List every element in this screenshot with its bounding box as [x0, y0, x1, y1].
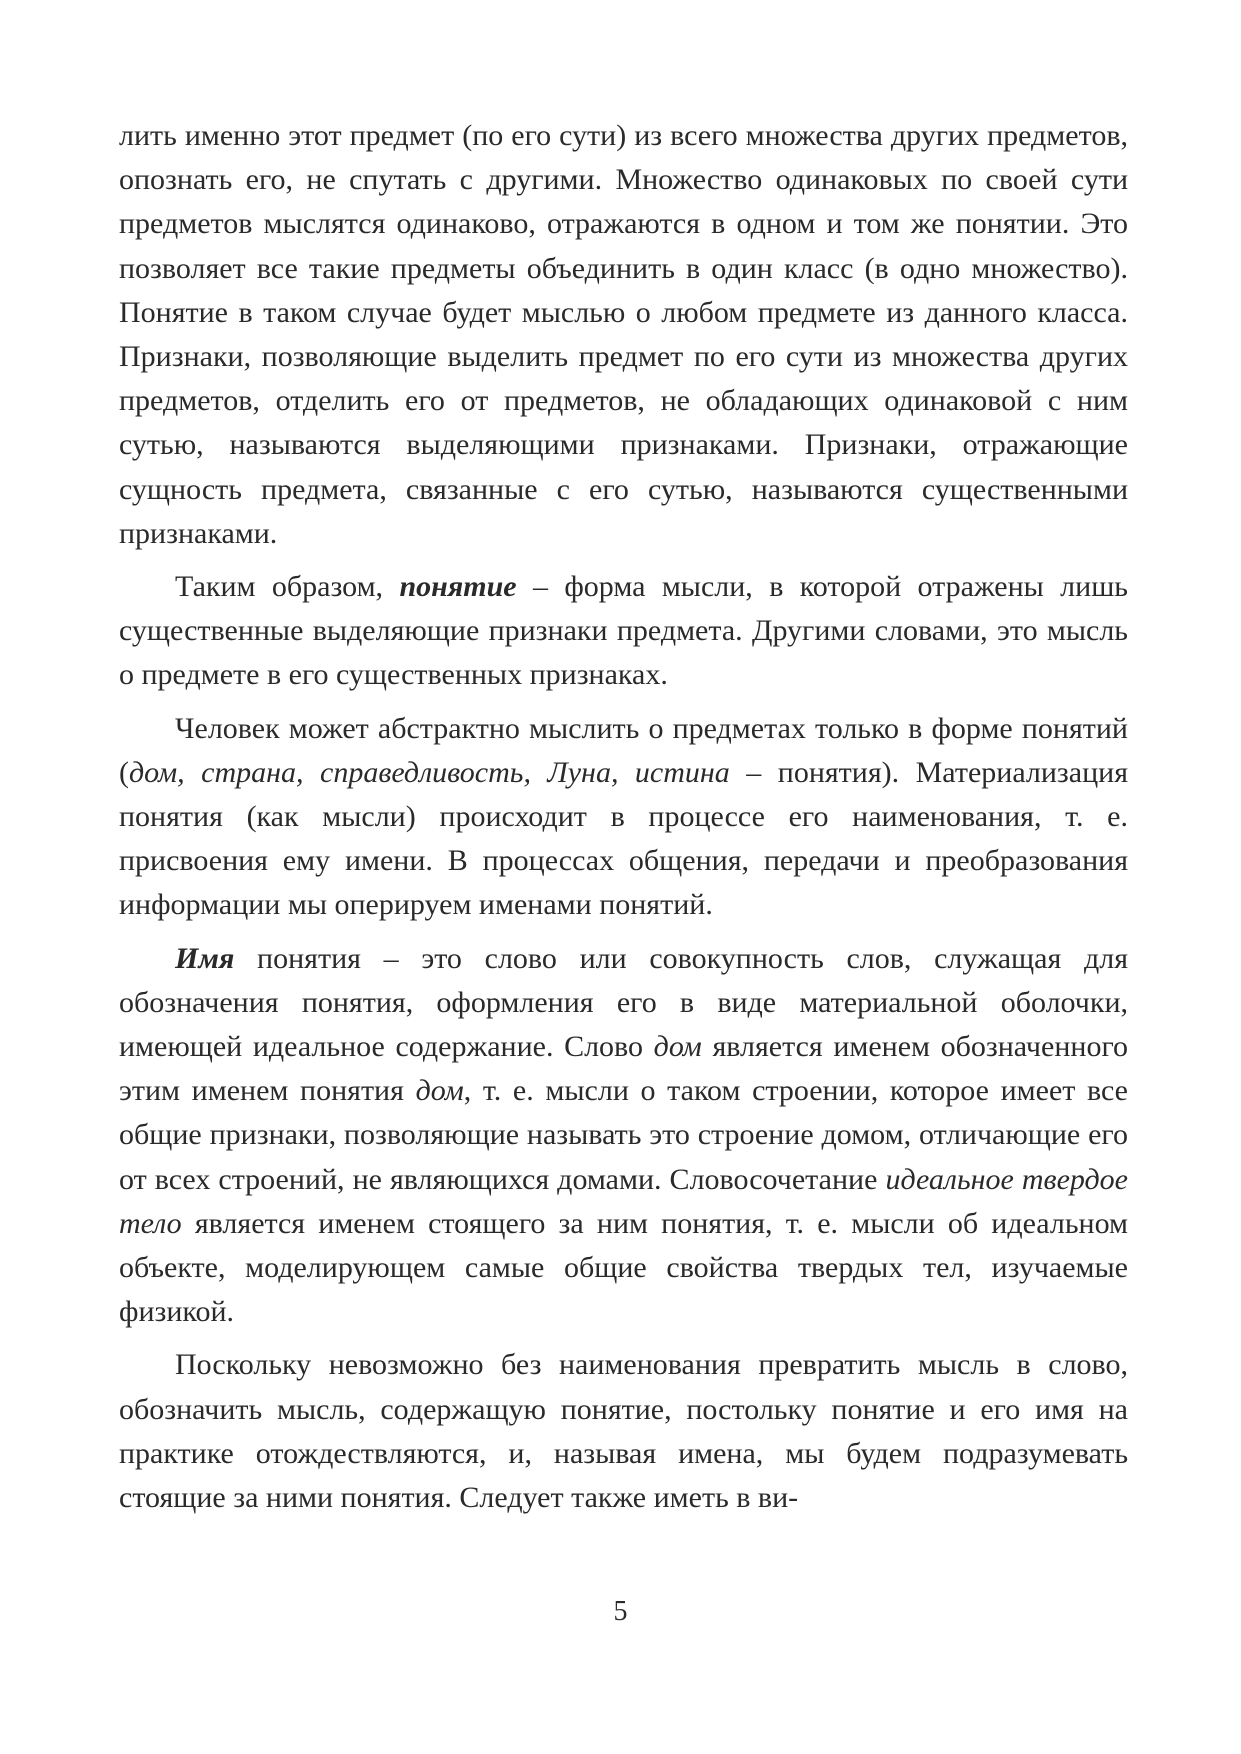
- example-dom-1: дом: [653, 1030, 702, 1064]
- page-body: [119, 114, 1128, 1529]
- paragraph-3-lead: Человек может абстрактно мыслить о предметах только в форме понятий (: [119, 711, 1128, 789]
- example-dom-2: дом: [415, 1074, 464, 1108]
- paragraph-2-lead: Таким образом,: [175, 570, 400, 604]
- paragraph-4-seg1: понятия – это слово или совокупность слов, служащая для обозначения понятия, оформления его в виде материальной оболочки, имеющей идеальное содержание. Слово: [119, 941, 1128, 1064]
- paragraph-3-rest: – понятия). Материализация понятия (как мысли) происходит в процессе его наименования, т. е. присвоения ему имени. В процессах общения, передачи и преобразования информации мы оперируем именами понятий.: [119, 755, 1128, 922]
- paragraph-4-seg2: является именем обозначенного этим именем понятия: [119, 1030, 1128, 1108]
- paragraph-5-text: Поскольку невозможно без наименования превратить мысль в слово, обозначить мысль, содержащую понятие, постольку понятие и его имя на практике отождествляются, и, называя имена, мы будем подразумевать стоящие за ними понятия. Следует также иметь в ви-: [119, 1348, 1128, 1515]
- paragraph-2: [119, 565, 1128, 698]
- paragraph-5: [119, 1343, 1128, 1520]
- example-rigid-body: идеальное твердое тело: [119, 1162, 1128, 1240]
- paragraph-3: [119, 707, 1128, 928]
- paragraph-2-rest: – форма мысли, в которой отражены лишь существенные выделяющие признаки предмета. Другими словами, это мысль о предмете в его существенных признаках.: [119, 570, 1128, 692]
- paragraph-1-text: лить именно этот предмет (по его сути) из всего множества других предметов, опознать его, не спутать с другими. Множество одинаковых по своей сути предметов мыслятся одинаково, отражаются в одном и том же понятии. Это позволяет все такие предметы объединить в один класс (в одно множество). Понятие в таком случае будет мыслью о любом предмете из данного класса. Признаки, позволяющие выделить предмет по его сути из множества других предметов, отделить его от предметов, не обладающих одинаковой с ним сутью, называются выделяющими признаками. Признаки, отражающие сущность предмета, связанные с его сутью, называются существенными признаками.: [119, 119, 1128, 550]
- term-concept: понятие: [399, 570, 517, 604]
- paragraph-4-seg4: является именем стоящего за ним понятия, т. е. мысли об идеальном объекте, моделирующем самые общие свойства твердых тел, изучаемые физикой.: [119, 1206, 1128, 1329]
- paragraph-4: [119, 937, 1128, 1335]
- page-number: 5: [613, 1596, 628, 1627]
- concept-examples: дом, страна, справедливость, Луна, истина: [129, 755, 730, 789]
- paragraph-1: [119, 114, 1128, 556]
- term-name: Имя: [175, 941, 235, 975]
- paragraph-4-seg3: , т. е. мысли о таком строении, которое имеет все общие признаки, позволяющие называть это строение домом, отличающие его от всех строений, не являющихся домами. Словосочетание: [119, 1074, 1129, 1196]
